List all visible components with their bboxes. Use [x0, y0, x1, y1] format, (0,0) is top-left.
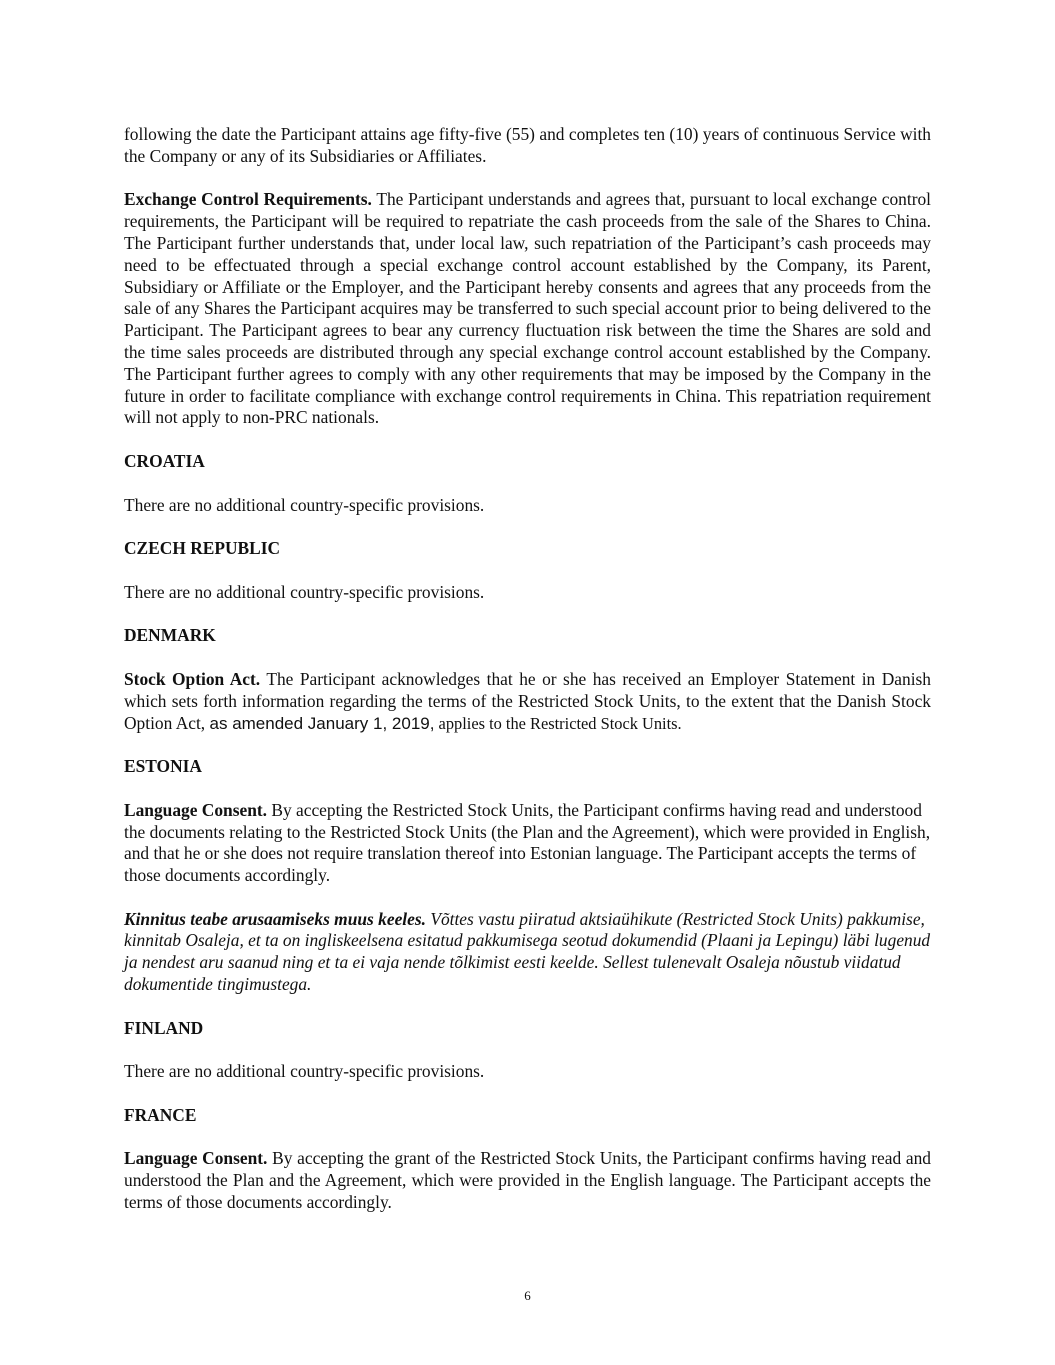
france-text: By accepting the grant of the Restricted Stock Units, the Participant confirms having read and understood the Plan and the Agreement, which were provided in the English language. The Participant accepts the terms of those documents accordingly.: [124, 1148, 931, 1213]
estonia-title: Language Consent.: [124, 799, 268, 820]
denmark-paragraph: [124, 669, 931, 734]
page-number: 6: [524, 1288, 531, 1303]
france-paragraph: [124, 1148, 931, 1213]
estonia-translation-text: Võttes vastu piiratud aktsiaühikute (Restricted Stock Units) pakkumise, kinnitab Osaleja, et ta on ingliskeelsena esitatud pakkumisega seotud dokumendid (Plaani ja Lepingu) läbi lugenud ja nendest aru saanud ning et ta ei vaja nende tõlkimist eesti keelde. Sellest tulenevalt Osaleja nõustub viidatud dokumentide tingimustega.: [124, 908, 931, 995]
czech-text: There are no additional country-specific provisions.: [124, 581, 485, 602]
document-page: [124, 124, 931, 1214]
estonia-translation-paragraph: [124, 909, 931, 996]
estonia-heading: ESTONIA: [124, 756, 202, 777]
intro-text: following the date the Participant attains age fifty-five (55) and completes ten (10) years of continuous Service with the Company or any of its Subsidiaries or Affiliates.: [124, 124, 931, 166]
croatia-heading: CROATIA: [124, 450, 205, 471]
intro-paragraph: [124, 124, 931, 168]
france-title: Language Consent.: [124, 1148, 268, 1169]
exchange-control-title: Exchange Control Requirements.: [124, 189, 372, 210]
czech-heading: CZECH REPUBLIC: [124, 538, 281, 559]
croatia-text: There are no additional country-specific provisions.: [124, 494, 485, 515]
finland-heading: FINLAND: [124, 1017, 204, 1038]
france-heading: FRANCE: [124, 1104, 197, 1125]
estonia-translation-title: Kinnitus teabe arusaamiseks muus keeles.: [124, 908, 426, 929]
finland-text: There are no additional country-specific provisions.: [124, 1061, 485, 1082]
estonia-text: By accepting the Restricted Stock Units, the Participant confirms having read and understood the documents relating to the Restricted Stock Units (the Plan and the Agreement), which were provided in English, and that he or she does not require translation thereof into Estonian language. The Participant accepts the terms of those documents accordingly.: [124, 799, 931, 886]
exchange-control-text: The Participant understands and agrees that, pursuant to local exchange control requirements, the Participant will be required to repatriate the cash proceeds from the sale of the Shares to China. The Participant further understands that, under local law, such repatriation of the Participant’s cash proceeds may need to be effectuated through a special exchange control account established by the Company, its Parent, Subsidiary or Affiliate or the Employer, and the Participant hereby consents and agrees that any proceeds from the sale of any Shares the Participant acquires may be transferred to such special account prior to being delivered to the Participant. The Participant agrees to bear any currency fluctuation risk between the time the Shares are sold and the time sales proceeds are distributed through any special exchange control account established by the Company. The Participant further agrees to comply with any other requirements that may be imposed by the Company in the future in order to facilitate compliance with exchange control requirements in China. This repatriation requirement will not apply to non-PRC nationals.: [124, 189, 932, 428]
denmark-text-c: applies to the Restricted Stock Units.: [434, 713, 682, 733]
estonia-paragraph: [124, 800, 931, 887]
denmark-title: Stock Option Act.: [124, 668, 261, 689]
denmark-heading: DENMARK: [124, 625, 216, 646]
exchange-control-paragraph: [124, 189, 931, 429]
denmark-text-b: as amended January 1, 2019,: [209, 713, 435, 733]
denmark-text-a: The Participant acknowledges that he or she has received an Employer Statement in Danish which sets forth information regarding the terms of the Restricted Stock Units, to the extent that the Danish Stock Option Act,: [124, 668, 932, 733]
